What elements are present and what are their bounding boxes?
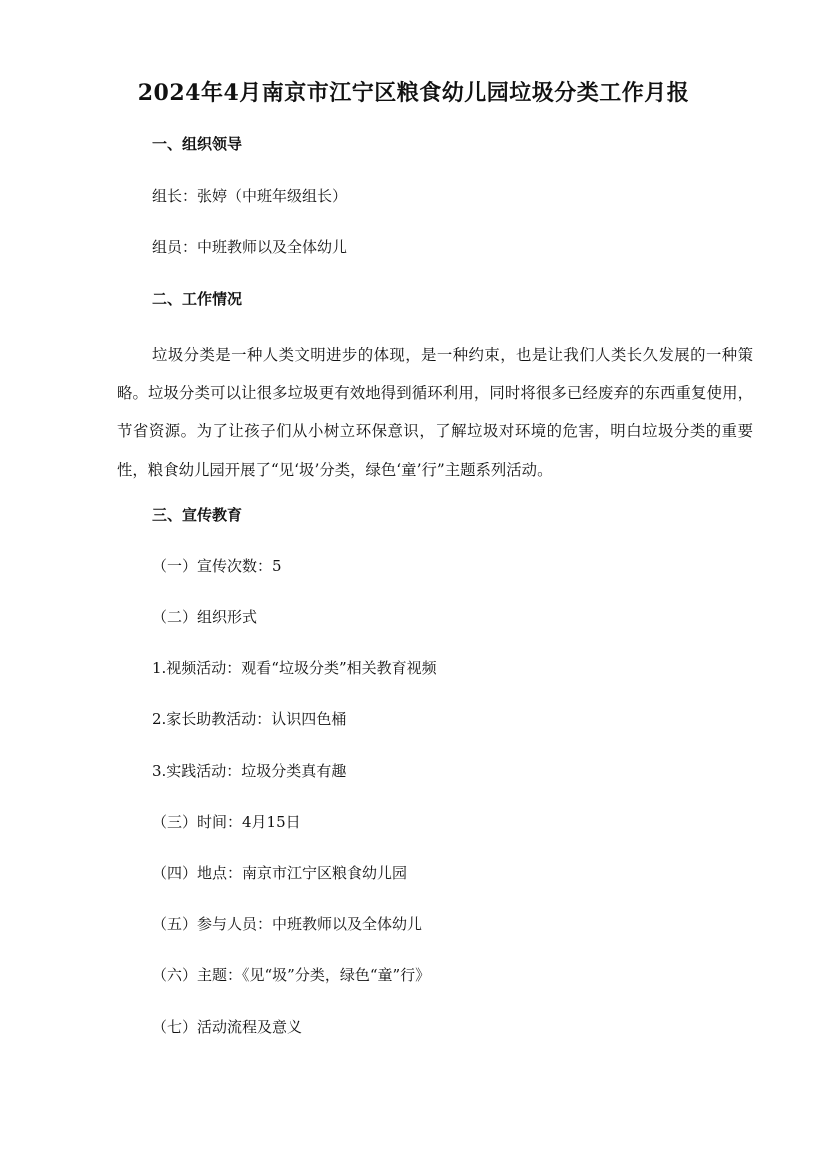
section-heading-work-status: 二、工作情况 xyxy=(152,290,243,308)
process-heading: （七）活动流程及意义 xyxy=(152,1018,303,1036)
document-title: 2024年4月南京市江宁区粮食幼儿园垃圾分类工作月报 xyxy=(137,80,690,106)
form-item-practice: 3.实践活动：垃圾分类真有趣 xyxy=(152,762,347,780)
form-item-parent-assistant: 2.家长助教活动：认识四色桶 xyxy=(152,710,347,728)
form-item-video: 1.视频活动：观看“垃圾分类”相关教育视频 xyxy=(152,659,437,677)
location-line: （四）地点：南京市江宁区粮食幼儿园 xyxy=(152,864,408,882)
team-leader-line: 组长：张婷（中班年级组长） xyxy=(152,187,348,205)
organization-form-heading: （二）组织形式 xyxy=(152,608,258,626)
participants-line: （五）参与人员：中班教师以及全体幼儿 xyxy=(152,915,423,933)
team-members-line: 组员：中班教师以及全体幼儿 xyxy=(152,238,348,256)
publicity-count-line: （一）宣传次数：5 xyxy=(152,557,282,575)
theme-line: （六）主题：《见“圾”分类，绿色“童”行》 xyxy=(152,966,431,984)
section-heading-organization: 一、组织领导 xyxy=(152,135,243,153)
work-status-paragraph: 垃圾分类是一种人类文明进步的体现，是一种约束，也是让我们人类长久发展的一种策略。垃圾分类可以让很多垃圾更有效地得到循环利用，同时将很多已经废弃的东西重复使用，节省资源。为了让孩子们从小树立环保意识，了解垃圾对环境的危害，明白垃圾分类的重要性，粮食幼儿园开展了“见‘圾’分类，绿色‘童’行”主题系列活动。 xyxy=(117,346,753,479)
time-line: （三）时间：4月15日 xyxy=(152,813,301,831)
section-heading-publicity: 三、宣传教育 xyxy=(152,506,243,524)
